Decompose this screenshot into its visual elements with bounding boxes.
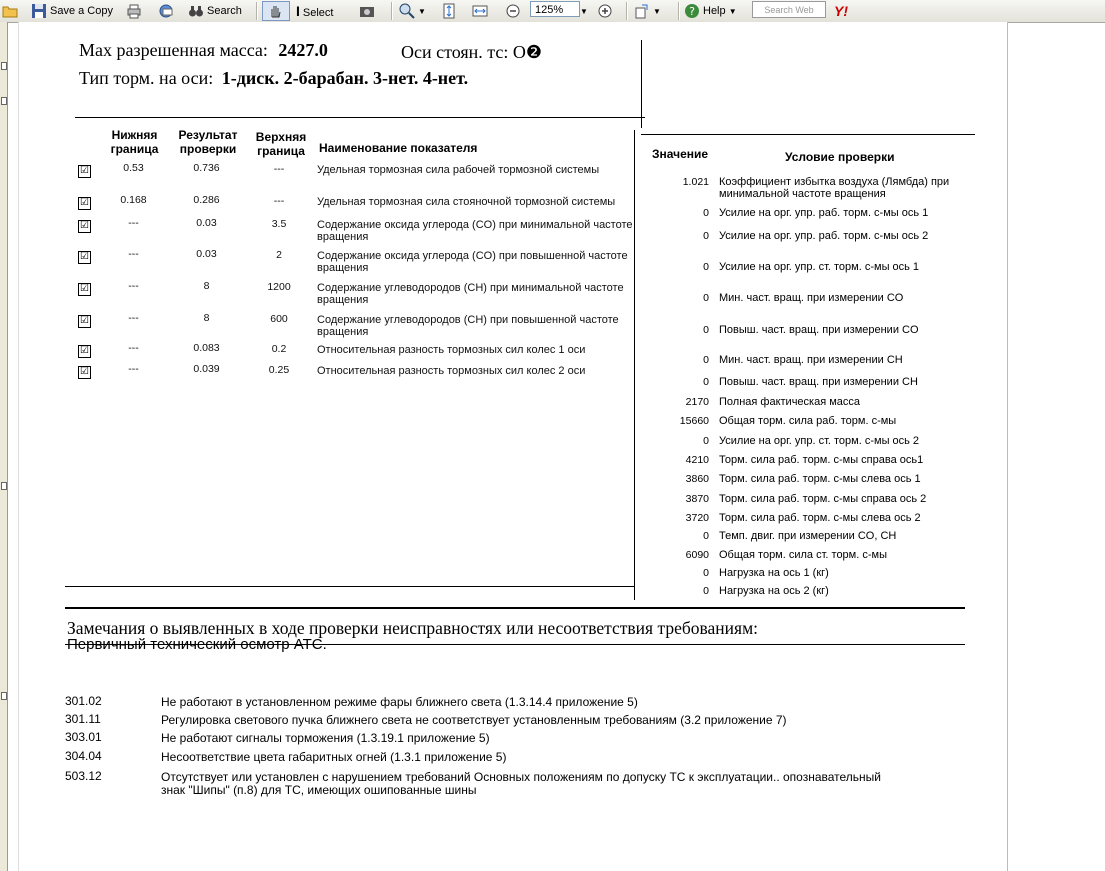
condition-value: 4210 [685, 454, 709, 466]
condition-value: 0 [703, 230, 709, 242]
fit-width-icon [472, 3, 488, 19]
condition-text: Полная фактическая масса [719, 396, 861, 408]
condition-value: 0 [703, 324, 709, 336]
condition-text: Усилие на орг. упр. раб. торм. с-мы ось 1 [719, 207, 929, 219]
document-page [18, 22, 1008, 871]
condition-value: 0 [703, 261, 709, 273]
pane-splitter[interactable] [1, 482, 7, 490]
floppy-disk-icon [31, 3, 47, 19]
condition-text: Усилие на орг. упр. ст. торм. с-мы ось 1 [719, 261, 920, 273]
condition-text: Мин. част. вращ. при измерении CO [719, 292, 904, 304]
plus-circle-icon [597, 3, 613, 19]
zoom-dropdown-button[interactable] [580, 2, 588, 20]
minus-circle-icon [505, 3, 521, 19]
max-mass-line [79, 40, 328, 61]
open-folder-button[interactable] [2, 2, 21, 20]
note-code: 301.11 [65, 712, 101, 726]
row-checkbox[interactable]: ☑ [78, 197, 91, 210]
toolbar-separator [391, 2, 393, 20]
fit-page-button[interactable] [441, 2, 460, 20]
row-result: 8 [203, 280, 210, 292]
navigation-pane[interactable] [0, 22, 8, 871]
brake-type-value: 1-диск. 2-барабан. 3-нет. 4-нет. [221, 68, 469, 88]
save-copy-label: Save a Copy [50, 5, 113, 17]
row-result: 0.03 [196, 248, 217, 260]
condition-text: Торм. сила раб. торм. с-мы слева ось 1 [719, 473, 921, 485]
brake-type-label: Тип торм. на оси: [79, 68, 214, 88]
condition-value: 0 [703, 354, 709, 366]
search-label: Search [207, 5, 242, 17]
help-icon [684, 3, 700, 19]
row-name: Содержание углеводородов (CH) при повышенной частоте вращения [317, 314, 619, 338]
row-checkbox[interactable]: ☑ [78, 220, 91, 233]
toolbar-separator [678, 2, 680, 20]
pane-tab[interactable] [1, 692, 7, 700]
zoom-level-field[interactable]: 125% [530, 1, 580, 17]
row-upper: --- [273, 195, 285, 207]
chevron-down-icon: ▼ [580, 7, 588, 16]
condition-text: Нагрузка на ось 1 (кг) [719, 567, 829, 579]
row-checkbox[interactable]: ☑ [78, 165, 91, 178]
row-result: 0.039 [193, 363, 220, 375]
printer-icon [126, 3, 142, 19]
select-label: Select [302, 7, 334, 19]
condition-value: 2170 [685, 396, 709, 408]
row-checkbox[interactable]: ☑ [78, 315, 91, 328]
row-result: 0.736 [193, 162, 220, 174]
remarks-top-rule [65, 607, 965, 609]
condition-text: Торм. сила раб. торм. с-мы слева ось 2 [719, 512, 921, 524]
fit-width-button[interactable] [472, 2, 491, 20]
header-lower: Нижняя граница [110, 128, 159, 156]
help-button[interactable] [684, 2, 737, 20]
text-cursor-icon: I [296, 3, 300, 19]
row-checkbox[interactable]: ☑ [78, 345, 91, 358]
condition-value: 3860 [685, 473, 709, 485]
row-lower: 0.168 [120, 194, 147, 206]
select-tool-button[interactable] [296, 2, 333, 20]
inspection-type: Первичный технический осмотр АТС. [67, 636, 327, 653]
axles-value: O❷ [512, 42, 543, 62]
folder-icon [2, 3, 18, 19]
condition-text: Нагрузка на ось 2 (кг) [719, 585, 829, 597]
row-lower: --- [128, 248, 139, 260]
conditions-top-rule [641, 134, 975, 135]
zoom-in-button[interactable] [597, 2, 616, 20]
row-upper: 1200 [267, 281, 291, 293]
condition-value: 15660 [679, 415, 709, 427]
row-upper: 600 [270, 313, 288, 325]
condition-text: Общая торм. сила ст. торм. с-мы [719, 549, 887, 561]
row-checkbox[interactable]: ☑ [78, 283, 91, 296]
row-upper: 3.5 [271, 218, 287, 230]
axles-label: Оси стоян. тс: [401, 42, 509, 62]
toolbar-separator [256, 2, 258, 20]
condition-text: Усилие на орг. упр. ст. торм. с-мы ось 2 [719, 435, 920, 447]
remarks-title: Замечания о выявленных в ходе проверки неисправностях или несоответствия требованиям: [67, 618, 759, 638]
condition-text: Коэффициент избытка воздуха (Лямбда) при минимальной частоте вращения [719, 176, 950, 200]
row-upper: 0.25 [268, 364, 290, 376]
condition-text: Общая торм. сила раб. торм. с-мы [719, 415, 897, 427]
condition-value: 1.021 [682, 176, 709, 188]
svg-text:?: ? [689, 5, 695, 19]
condition-value: 0 [703, 292, 709, 304]
magnifier-icon [399, 3, 415, 19]
table-bottom-rule [65, 586, 635, 587]
row-lower: --- [128, 280, 139, 292]
condition-value: 0 [703, 207, 709, 219]
binoculars-icon [188, 3, 204, 19]
row-name: Относительная разность тормозных сил колес 2 оси [317, 365, 586, 377]
condition-value: 0 [703, 585, 709, 597]
help-label: Help [703, 5, 726, 17]
fit-page-icon [441, 3, 457, 19]
note-code: 503.12 [65, 769, 102, 783]
hand-tool-button[interactable] [262, 1, 290, 21]
rotate-page-icon [634, 3, 650, 19]
condition-text: Мин. част. вращ. при измерении CH [719, 354, 903, 366]
email-globe-icon [158, 3, 174, 19]
search-button[interactable] [188, 2, 242, 20]
chevron-down-icon: ▼ [418, 7, 426, 16]
condition-value: 0 [703, 530, 709, 542]
brake-type-line [79, 68, 468, 89]
row-checkbox[interactable]: ☑ [78, 251, 91, 264]
row-name: Содержание углеводородов (CH) при минимальной частоте вращения [317, 282, 624, 306]
row-lower: 0.53 [123, 162, 144, 174]
email-button[interactable] [158, 2, 177, 20]
condition-value: 6090 [685, 549, 709, 561]
row-upper: 0.2 [271, 343, 287, 355]
row-lower: --- [128, 363, 139, 375]
header-result: Результат проверки [178, 128, 238, 156]
note-text: Не работают сигналы торможения (1.3.19.1 приложение 5) [161, 731, 490, 745]
condition-value: 3720 [685, 512, 709, 524]
snapshot-button[interactable] [359, 2, 378, 20]
condition-value: 0 [703, 376, 709, 388]
condition-text: Повыш. част. вращ. при измерении CO [719, 324, 919, 336]
table-top-rule [75, 117, 645, 118]
header-divider [641, 40, 642, 128]
pane-tab[interactable] [1, 97, 7, 105]
chevron-down-icon: ▼ [728, 7, 737, 16]
condition-value: 0 [703, 567, 709, 579]
zoom-out-button[interactable] [505, 2, 524, 20]
header-condition: Условие проверки [785, 150, 895, 164]
row-name: Относительная разность тормозных сил колес 1 оси [317, 344, 586, 356]
condition-value: 0 [703, 435, 709, 447]
row-name: Содержание оксида углерода (CO) при повышенной частоте вращения [317, 250, 628, 274]
axles-line [401, 42, 542, 63]
condition-text: Торм. сила раб. торм. с-мы справа ось1 [719, 454, 924, 466]
save-copy-button[interactable] [31, 2, 113, 20]
note-code: 304.04 [65, 749, 102, 763]
condition-text: Повыш. част. вращ. при измерении CH [719, 376, 918, 388]
row-upper: 2 [276, 249, 282, 261]
row-upper: --- [273, 163, 285, 175]
row-result: 0.286 [193, 194, 220, 206]
header-upper: Верхняя граница [255, 130, 307, 158]
search-web-input[interactable]: Search Web [752, 1, 826, 18]
print-button[interactable] [126, 2, 145, 20]
note-text: Несоответствие цвета габаритных огней (1.3.1 приложение 5) [161, 750, 507, 764]
row-name: Удельная тормозная сила стояночной тормозной системы [317, 196, 616, 208]
row-checkbox[interactable]: ☑ [78, 366, 91, 379]
note-code: 301.02 [65, 694, 102, 708]
max-mass-value: 2427.0 [278, 40, 328, 60]
chevron-down-icon: ▼ [653, 7, 661, 16]
header-value: Значение [652, 147, 709, 161]
note-text: Регулировка светового пучка ближнего света не соответствует установленным требованиям (3.2 приложение 7) [161, 713, 787, 727]
condition-value: 3870 [685, 493, 709, 505]
row-name: Удельная тормозная сила рабочей тормозной системы [317, 164, 600, 176]
condition-text: Темп. двиг. при измерении CO, CH [719, 530, 897, 542]
rotate-button[interactable] [634, 2, 661, 20]
note-text: Отсутствует или установлен с нарушением требований Основных положениям по допуску ТС к эксплуатации.. опознавательный знак "Шипы" (п.8) для ТС, имеющих ошипованные шины [161, 770, 881, 797]
zoom-in-tool-button[interactable] [399, 2, 426, 20]
condition-text: Усилие на орг. упр. раб. торм. с-мы ось 2 [719, 230, 929, 242]
hand-icon [267, 3, 283, 19]
row-result: 8 [203, 312, 210, 324]
max-mass-label: Max разрешенная масса: [79, 40, 268, 60]
row-name: Содержание оксида углерода (CO) при минимальной частоте вращения [317, 219, 633, 243]
header-name: Наименование показателя [319, 141, 478, 155]
toolbar-separator [626, 2, 628, 20]
row-result: 0.083 [193, 342, 220, 354]
row-result: 0.03 [196, 217, 217, 229]
note-code: 303.01 [65, 730, 102, 744]
pane-tab[interactable] [1, 62, 7, 70]
condition-text: Торм. сила раб. торм. с-мы справа ось 2 [719, 493, 927, 505]
camera-icon [359, 3, 375, 19]
row-lower: --- [128, 217, 139, 229]
row-lower: --- [128, 342, 139, 354]
row-lower: --- [128, 312, 139, 324]
note-text: Не работают в установленном режиме фары ближнего света (1.3.14.4 приложение 5) [161, 695, 638, 709]
toolbar [0, 0, 1105, 23]
yahoo-button[interactable]: Y! [834, 3, 848, 19]
